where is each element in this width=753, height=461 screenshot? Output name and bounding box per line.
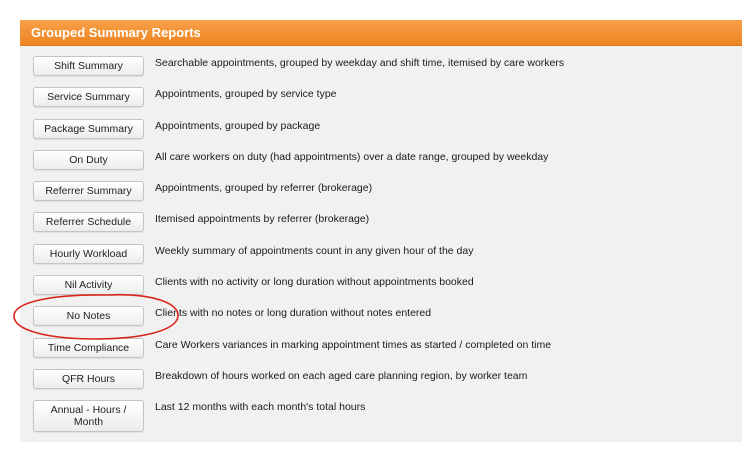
annual-hours-month-button[interactable]: Annual - Hours / Month: [33, 400, 144, 432]
time-compliance-button[interactable]: Time Compliance: [33, 338, 144, 358]
report-row-time-compliance: [20, 335, 742, 366]
nil-activity-description: Clients with no activity or long duration without appointments booked: [155, 276, 474, 289]
qfr-hours-description: Breakdown of hours worked on each aged care planning region, by worker team: [155, 369, 528, 382]
report-row-qfr-hours: [20, 366, 742, 397]
report-row-service-summary: [20, 84, 742, 115]
report-row-shift-summary: [20, 53, 742, 84]
shift-summary-description: Searchable appointments, grouped by weekday and shift time, itemised by care workers: [155, 57, 565, 69]
hourly-workload-description: Weekly summary of appointments count in any given hour of the day: [155, 244, 474, 257]
qfr-hours-button[interactable]: QFR Hours: [33, 369, 144, 389]
report-row-nil-activity: [20, 272, 742, 303]
package-summary-button[interactable]: Package Summary: [33, 119, 144, 139]
report-row-package-summary: [20, 116, 742, 147]
service-summary-description: Appointments, grouped by service type: [155, 88, 337, 101]
referrer-schedule-button[interactable]: Referrer Schedule: [33, 212, 144, 232]
referrer-summary-description: Appointments, grouped by referrer (brokerage): [155, 182, 373, 195]
nil-activity-button[interactable]: Nil Activity: [33, 275, 144, 295]
package-summary-description: Appointments, grouped by package: [155, 119, 321, 132]
service-summary-button[interactable]: Service Summary: [33, 87, 144, 107]
on-duty-button[interactable]: On Duty: [33, 150, 144, 170]
report-row-annual-hours-month: [20, 397, 742, 437]
report-row-hourly-workload: [20, 241, 742, 272]
no-notes-button[interactable]: No Notes: [33, 306, 144, 326]
time-compliance-description: Care Workers variances in marking appointment times as started / completed on time: [155, 338, 552, 351]
report-row-referrer-summary: [20, 178, 742, 209]
grouped-summary-reports-panel: [20, 20, 742, 442]
panel-title: Grouped Summary Reports: [20, 20, 742, 46]
hourly-workload-button[interactable]: Hourly Workload: [33, 244, 144, 264]
referrer-schedule-description: Itemised appointments by referrer (brokerage): [155, 213, 370, 226]
no-notes-description: Clients with no notes or long duration without notes entered: [155, 307, 432, 320]
referrer-summary-button[interactable]: Referrer Summary: [33, 181, 144, 201]
report-row-no-notes: [20, 303, 742, 334]
report-row-referrer-schedule: [20, 209, 742, 240]
on-duty-description: All care workers on duty (had appointments) over a date range, grouped by weekday: [155, 150, 549, 163]
shift-summary-button[interactable]: Shift Summary: [33, 56, 144, 76]
annual-hours-month-description: Last 12 months with each month's total hours: [155, 401, 366, 414]
report-row-on-duty: [20, 147, 742, 178]
report-list: [20, 53, 742, 437]
